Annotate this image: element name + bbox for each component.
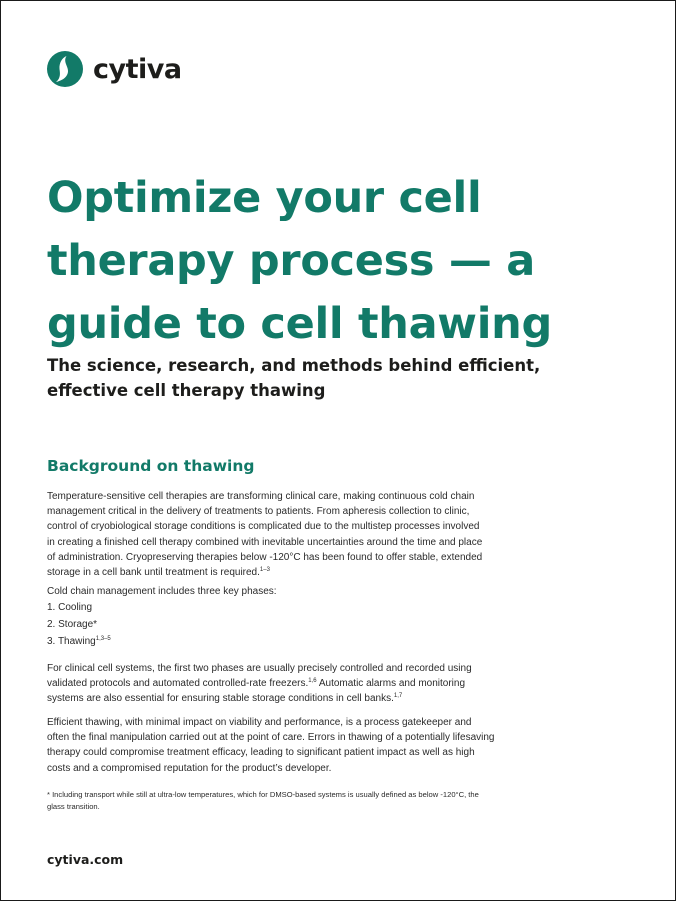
text-fragment: validated protocols and automated controlled-rate freezers. <box>47 678 309 690</box>
footer-url: cytiva.com <box>47 852 124 867</box>
text-fragment: systems are also essential for ensuring stable storage conditions in cell banks. <box>47 693 394 705</box>
subtitle-line: effective cell therapy thawing <box>47 381 326 400</box>
text-fragment: Automatic alarms and monitoring <box>316 678 466 690</box>
section-heading: Background on thawing <box>47 457 255 475</box>
citation-ref: 1,6 <box>308 678 317 685</box>
text-fragment: 3. Thawing <box>47 636 96 647</box>
text-line: therapy could compromise treatment efficacy, leading to significant patient impact as well as high <box>47 747 475 759</box>
title-line: therapy process — a <box>47 236 535 286</box>
page-title <box>47 167 647 356</box>
subtitle-line: The science, research, and methods behind efficient, <box>47 356 541 375</box>
text-line <box>47 676 547 691</box>
text-line: in creating a finished cell therapy combined with inevitable uncertainties around the time and place <box>47 536 483 548</box>
cytiva-logo <box>47 51 182 87</box>
text-line: control of cryobiological storage conditions is complicated due to the multistep processes involved <box>47 521 480 533</box>
citation-ref: 1,3–5 <box>95 636 111 642</box>
footnote <box>47 789 547 813</box>
phases-list <box>47 600 111 651</box>
footnote-line: * Including transport while still at ultra-low temperatures, which for DMSO-based systems is usually defined as below -120°C, the <box>47 790 479 799</box>
text-line: costs and a compromised reputation for the product’s developer. <box>47 762 332 774</box>
text-line: management critical in the delivery of treatments to patients. From apheresis collection to clinic, <box>47 506 470 518</box>
text-line: often the final manipulation carried out at the point of care. Errors in thawing of a potentially lifesaving <box>47 732 495 744</box>
text-line: For clinical cell systems, the first two phases are usually precisely controlled and recorded using <box>47 663 472 674</box>
list-item: 1. Cooling <box>47 602 93 613</box>
citation-ref: 1,7 <box>393 693 403 700</box>
paragraph-clinical <box>47 661 547 707</box>
paragraph-phases-intro <box>47 584 547 599</box>
text-line: Efficient thawing, with minimal impact on viability and performance, is a process gatekeeper and <box>47 717 472 728</box>
logo-wordmark: cytiva <box>93 53 182 85</box>
list-item: 2. Storage* <box>47 619 98 630</box>
text-line: Temperature-sensitive cell therapies are transforming clinical care, making continuous cold chain <box>47 491 475 502</box>
cytiva-logo-icon <box>47 51 83 87</box>
paragraph-intro <box>47 489 547 580</box>
text-line: Cold chain management includes three key phases: <box>47 586 277 597</box>
title-line: Optimize your cell <box>47 173 482 223</box>
title-line: guide to cell thawing <box>47 299 552 349</box>
text-line <box>47 565 547 580</box>
text-line: of administration. Cryopreserving therapies below -120°C has been found to offer stable, extended <box>47 551 483 563</box>
text-line <box>47 691 547 706</box>
paragraph-thawing <box>47 715 547 776</box>
citation-ref: 1–3 <box>259 567 270 574</box>
page-subtitle <box>47 353 647 403</box>
text-fragment: storage in a cell bank until treatment is required. <box>47 567 260 579</box>
footnote-line: glass transition. <box>47 802 100 811</box>
list-item <box>47 634 111 651</box>
